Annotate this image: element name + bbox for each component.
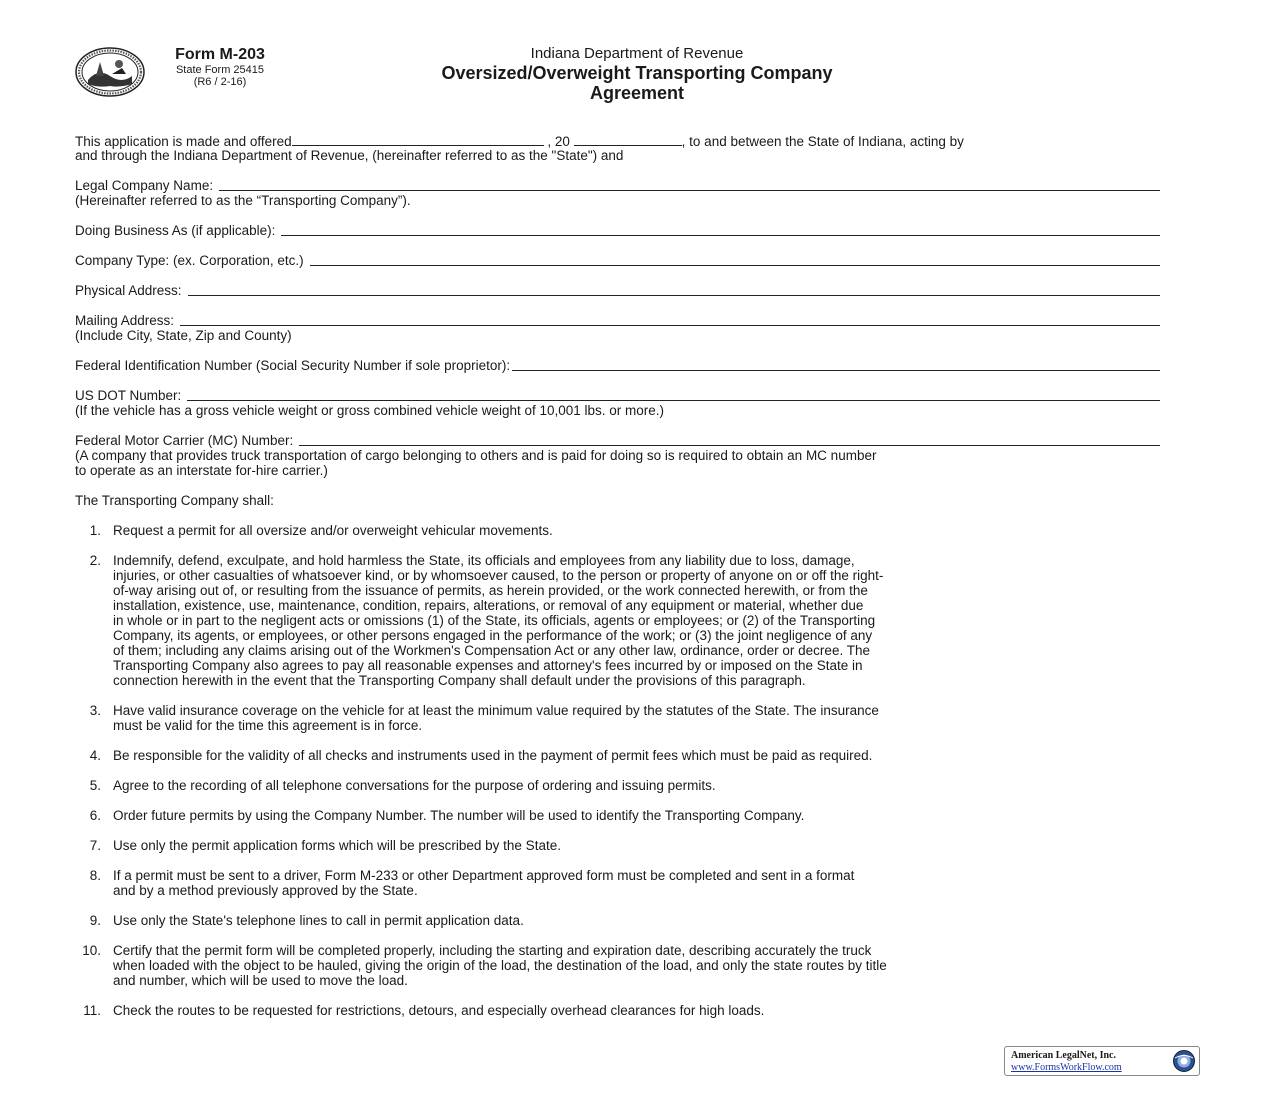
form-title-line1: Oversized/Overweight Transporting Company: [441, 63, 833, 83]
mc-note-line-2: to operate as an interstate for-hire carrier.): [75, 463, 328, 478]
mailing-address-field[interactable]: [180, 313, 1160, 326]
obligation-text-line: in whole or in part to the negligent acts or omissions (1) of the State, its officials, agents or employees; or (2) of the Transporting: [113, 613, 876, 628]
obligation-text: [113, 778, 1190, 793]
obligation-text: [113, 808, 1190, 823]
obligation-text-line: Indemnify, defend, exculpate, and hold harmless the State, its officials and employees from any liability due to loss, damage,: [113, 553, 855, 568]
obligation-text-line: Agree to the recording of all telephone conversations for the purpose of ordering and issuing permits.: [113, 778, 716, 793]
fein-label: Federal Identification Number (Social Security Number if sole proprietor):: [75, 358, 511, 373]
obligation-text-line: of-way arising out of, or resulting from the issuance of permits, as herein provided, or the work connected herewith, or from the: [113, 583, 868, 598]
obligation-text-line: If a permit must be sent to a driver, Form M-233 or other Department approved form must be completed and sent in a format: [113, 868, 855, 883]
form-number: Form M-203: [175, 46, 265, 63]
state-form-number: State Form 25415: [175, 64, 265, 76]
obligation-number: 11.: [83, 1003, 101, 1018]
obligation-text-line: Company, its agents, or employees, or other persons engaged in the performance of the work; or (3) the joint negligence of any: [113, 628, 873, 643]
obligation-text: [113, 703, 1190, 733]
obligation-text: [113, 748, 1190, 763]
obligation-number: 9.: [89, 913, 101, 928]
form-title-block: [337, 45, 937, 103]
obligation-text-line: Order future permits by using the Company Number. The number will be used to identify the Transporting Company.: [113, 808, 805, 823]
usdot-row: [75, 388, 1160, 403]
department-name: Indiana Department of Revenue: [530, 45, 744, 62]
logo-url[interactable]: www.FormsWorkFlow.com: [1011, 1062, 1122, 1073]
dba-field[interactable]: [281, 223, 1160, 236]
obligation-text-line: Request a permit for all oversize and/or overweight vehicular movements.: [113, 523, 553, 538]
american-legalnet-logo: [1004, 1046, 1200, 1076]
obligation-number: 4.: [89, 748, 101, 763]
legal-company-name-row: [75, 178, 1160, 193]
usdot-note: (If the vehicle has a gross vehicle weight or gross combined vehicle weight of 10,001 lbs. or more.): [75, 403, 665, 418]
mc-note-line-1: (A company that provides truck transportation of cargo belonging to others and is paid for doing so is required to obtain an MC number: [75, 448, 877, 463]
obligation-number: 1.: [89, 523, 101, 538]
legal-company-name-field[interactable]: [219, 178, 1160, 191]
dba-row: [75, 223, 1160, 238]
mc-number-label: Federal Motor Carrier (MC) Number:: [75, 433, 294, 448]
obligation-number: 5.: [89, 778, 101, 793]
obligation-text-line: when loaded with the object to be hauled, giving the origin of the load, the destination of the load, and only the state routes by title: [113, 958, 887, 973]
obligation-text: [113, 838, 1190, 853]
intro-line-2: and through the Indiana Department of Revenue, (hereinafter referred to as the "State") and: [75, 148, 624, 163]
obligation-text: [113, 523, 1190, 538]
fein-row: [75, 358, 1160, 373]
indiana-state-seal: [74, 46, 146, 98]
obligation-text-line: Use only the State's telephone lines to call in permit application data.: [113, 913, 524, 928]
company-type-field[interactable]: [310, 253, 1160, 266]
shall-heading: The Transporting Company shall:: [75, 493, 274, 508]
obligation-text-line: Certify that the permit form will be completed properly, including the starting and expiration date, describing accurately the truck: [113, 943, 872, 958]
form-revision: (R6 / 2-16): [193, 76, 247, 88]
obligation-text-line: Use only the permit application forms which will be prescribed by the State.: [113, 838, 561, 853]
obligation-text-line: installation, existence, use, maintenance, condition, repairs, alterations, or removal of any equipment or material, whether due: [113, 598, 864, 613]
usdot-label: US DOT Number:: [75, 388, 182, 403]
mailing-address-label: Mailing Address:: [75, 313, 175, 328]
form-title-line2: Agreement: [589, 83, 685, 103]
obligation-number: 7.: [89, 838, 101, 853]
logo-company-name: American LegalNet, Inc.: [1011, 1050, 1116, 1061]
obligation-text: [113, 553, 1190, 688]
obligation-text-line: Be responsible for the validity of all checks and instruments used in the payment of permit fees which must be paid as required.: [113, 748, 873, 763]
obligation-text-line: Check the routes to be requested for restrictions, detours, and especially overhead clearances for high loads.: [113, 1003, 765, 1018]
obligation-number: 10.: [82, 943, 101, 958]
obligation-text-line: of them; including any claims arising out of the Workmen's Compensation Act or any other law, ordinance, order or decree. The: [113, 643, 870, 658]
obligation-number: 3.: [89, 703, 101, 718]
dba-label: Doing Business As (if applicable):: [75, 223, 276, 238]
obligation-text-line: must be valid for the time this agreement is in force.: [113, 718, 423, 733]
year-blank[interactable]: [574, 133, 682, 146]
physical-address-row: [75, 283, 1160, 298]
mc-number-row: [75, 433, 1160, 448]
date-blank[interactable]: [292, 133, 544, 146]
obligation-text-line: injuries, or other casualties of whatsoever kind, or by whomsoever caused, to the person or property of anyone on or off the right-: [113, 568, 884, 583]
legal-company-name-note: (Hereinafter referred to as the “Transporting Company”).: [75, 193, 411, 208]
mailing-address-row: [75, 313, 1160, 328]
obligation-text-line: connection herewith in the event that the Transporting Company shall default under the provisions of this paragraph.: [113, 673, 806, 688]
obligation-text-line: Have valid insurance coverage on the vehicle for at least the minimum value required by the statutes of the State. The insurance: [113, 703, 879, 718]
obligation-text: [113, 943, 1190, 988]
obligation-text: [113, 1003, 1190, 1018]
legal-company-name-label: Legal Company Name:: [75, 178, 214, 193]
obligation-text: [113, 913, 1190, 928]
fein-field[interactable]: [512, 358, 1160, 371]
obligation-text-line: Transporting Company also agrees to pay all reasonable expenses and attorney's fees incurred by or imposed on the State in: [113, 658, 863, 673]
company-type-row: [75, 253, 1160, 268]
intro-line-1: This application is made and offered , 20 , to and between the State of Indiana, acting by: [75, 134, 964, 149]
usdot-field[interactable]: [187, 388, 1160, 401]
company-type-label: Company Type: (ex. Corporation, etc.): [75, 253, 304, 268]
physical-address-field[interactable]: [188, 283, 1160, 296]
obligation-number: 8.: [89, 868, 101, 883]
obligation-text-line: and by a method previously approved by the State.: [113, 883, 418, 898]
globe-icon: [1172, 1049, 1196, 1073]
form-id-block: [150, 46, 290, 88]
obligation-text-line: and number, which will be used to move the load.: [113, 973, 408, 988]
mailing-address-note: (Include City, State, Zip and County): [75, 328, 292, 343]
physical-address-label: Physical Address:: [75, 283, 182, 298]
obligation-number: 2.: [89, 553, 101, 568]
obligation-number: 6.: [89, 808, 101, 823]
mc-number-field[interactable]: [299, 433, 1160, 446]
obligation-text: [113, 868, 1190, 898]
